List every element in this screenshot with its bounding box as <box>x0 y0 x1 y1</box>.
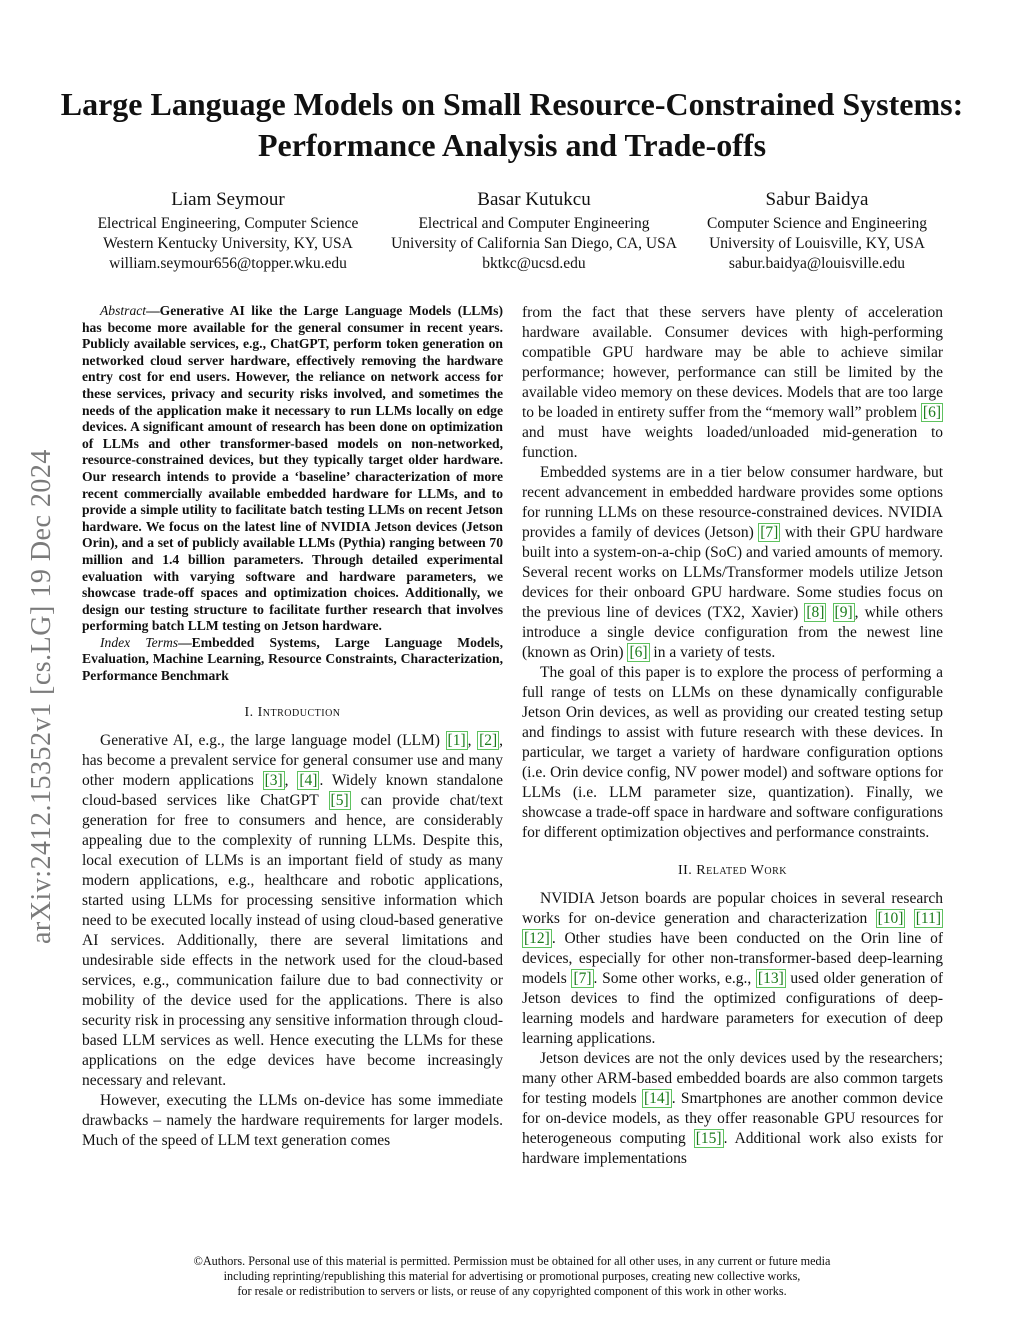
author-email[interactable]: william.seymour656@topper.wku.edu <box>109 255 347 272</box>
citation-link[interactable]: [9] <box>834 604 853 621</box>
copyright-footer <box>0 1254 1024 1299</box>
citation-link[interactable]: [14] <box>643 1090 670 1107</box>
author-affiliation: Western Kentucky University, KY, USA <box>103 235 353 252</box>
intro-paragraph-4 <box>522 463 943 663</box>
citation-link[interactable]: [11] <box>915 910 942 927</box>
author-affiliation: University of Louisville, KY, USA <box>709 235 925 252</box>
author-affiliation: University of California San Diego, CA, USA <box>391 235 677 252</box>
index-terms-lead: Index Terms <box>100 634 179 650</box>
right-column <box>522 303 943 1169</box>
text-run: used older generation of Jetson devices to find the optimized configurations of deep-learning models and hardware parameters for execution of deep learning applications. <box>522 970 944 1047</box>
author-1 <box>82 188 374 274</box>
intro-paragraph-1 <box>82 731 503 1091</box>
text-run: from the fact that these servers have plenty of acceleration hardware available. Consumer devices with high-performing compatible GPU hardware may be able to achieve similar performance; however, performance can still be limited by the available video memory on these devices. Models that are too large to be loaded in entirety suffer from the “memory wall” problem <box>522 304 943 421</box>
left-column <box>82 303 503 1151</box>
text-run: . Other studies have been conducted on the Orin line of devices, especially for other non-transformer-based deep-learning models <box>522 930 943 987</box>
author-3 <box>694 188 940 274</box>
text-run: in a variety of tests. <box>649 644 776 661</box>
author-name: Liam Seymour <box>171 189 285 210</box>
abstract-text: —Generative AI like the Large Language Models (LLMs) has become more available for the general consumer in recent years. Publicly available services, e.g., ChatGPT, perform token generation on networked cloud server hardware, effectively removing the hardware entry cost for end users. However, the reliance on network access for these services, privacy and security risks involved, and sometimes the needs of the application make it necessary to run LLMs locally on edge devices. A significant amount of research has been done on optimization of LLMs and other transformer-based models on non-networked, resource-constrained devices, but they typically target older hardware. Our research intends to provide a ‘baseline’ characterization of more recent commercially available embedded hardware for LLMs, and to provide a simple utility to facilitate batch testing LLMs on recent Jetson hardware. We focus on the latest line of NVIDIA Jetson devices (Jetson Orin), and a set of publicly available LLMs (Pythia) ranging between 70 million and 1.4 billion parameters. Through detailed experimental evaluation with varying software and hardware parameters, we showcase trade-off spaces and optimization choices. Additionally, we design our testing structure to facilitate further research that involves performing batch LLM testing on Jetson hardware. <box>82 303 503 634</box>
footer-line: including reprinting/republishing this material for advertising or promotional purposes, creating new collective works, <box>223 1269 801 1283</box>
arxiv-identifier-stamp: arXiv:2412.15352v1 [cs.LG] 19 Dec 2024 <box>26 449 57 944</box>
related-paragraph-1 <box>522 889 943 1049</box>
text-run: . Widely known standalone cloud-based services like ChatGPT <box>82 771 503 809</box>
section-heading-related-work: II. Related Work <box>677 863 787 878</box>
abstract-lead: Abstract <box>100 303 147 318</box>
citation-link[interactable]: [10] <box>877 910 904 927</box>
index-terms-text: —Embedded Systems, Large Language Models, Evaluation, Machine Learning, Resource Constraints, Characterization, Performance Benchmark <box>82 634 503 684</box>
citation-link[interactable]: [8] <box>806 604 825 621</box>
author-name: Basar Kutukcu <box>477 189 591 210</box>
citation-link[interactable]: [13] <box>757 970 784 987</box>
text-run: . Smartphones are another common device for on-device models, as they offer reasonable GPU resources for heterogeneous computing <box>522 1090 943 1147</box>
footer-line: ©Authors. Personal use of this material is permitted. Permission must be obtained for all other uses, in any current or future media <box>193 1254 831 1268</box>
citation-link[interactable]: [4] <box>299 771 318 789</box>
intro-paragraph-3 <box>522 303 943 463</box>
text-run: , has become a prevalent service for general consumer use and many other modern applications <box>82 731 504 789</box>
citation-link[interactable]: [1] <box>447 731 466 749</box>
footer-line: for resale or redistribution to servers or lists, or reuse of any copyrighted component of this work in other works. <box>237 1284 787 1298</box>
text-run: , <box>284 771 298 789</box>
author-department: Electrical and Computer Engineering <box>418 215 650 232</box>
text-run <box>826 604 832 621</box>
citation-link[interactable]: [12] <box>524 930 550 947</box>
citation-link[interactable]: [6] <box>922 404 941 421</box>
text-run: . Some other works, e.g., <box>593 970 756 987</box>
author-email[interactable]: sabur.baidya@louisville.edu <box>728 255 906 272</box>
text-run <box>905 910 913 927</box>
author-department: Electrical Engineering, Computer Science <box>97 215 359 232</box>
section-heading-introduction: I. Introduction <box>244 704 341 720</box>
text-run: NVIDIA Jetson boards are popular choices in several research works for on-device generation and characterization <box>522 890 943 927</box>
text-run: and must have weights loaded/unloaded mid-generation to function. <box>522 424 943 461</box>
author-2 <box>376 188 692 274</box>
text-run: with their GPU hardware built into a system-on-a-chip (SoC) and varied amounts of memory. Several recent works on LLMs/Transformer models utilize Jetson devices for their onboard GPU hardware. Some studies focus on the previous line of devices (TX2, Xavier) <box>522 524 943 621</box>
citation-link[interactable]: [6] <box>629 644 648 661</box>
author-name: Sabur Baidya <box>765 189 869 210</box>
text-run: , <box>467 731 478 749</box>
text-run: , while others introduce a single device configuration from the newest line (known as Orin) <box>522 604 943 661</box>
text-run: Embedded systems are in a tier below consumer hardware, but recent advancement in embedded hardware provides some options for running LLMs on these resource-constrained devices. NVIDIA provides a family of devices (Jetson) <box>522 464 943 541</box>
paper-title: Large Language Models on Small Resource-Constrained Systems: Performance Analysis and Trade-offs <box>60 86 964 163</box>
intro-paragraph-2: However, executing the LLMs on-device has some immediate drawbacks – namely the hardware requirements for larger models. Much of the speed of LLM text generation comes <box>82 1091 503 1149</box>
author-department: Computer Science and Engineering <box>707 215 927 232</box>
citation-link[interactable]: [7] <box>760 524 779 541</box>
index-terms <box>82 635 503 685</box>
text-run: can provide chat/text generation for free to consumers and hence, are considerably appealing due to the complexity of running LLMs. Despite this, local execution of LLMs is an important field of study as many modern applications, e.g., healthcare and robotic applications, started using LLMs for processing sensitive information which need to be executed locally instead of using cloud-based generative AI services. Additionally, there are several limitations and undesirable side effects in the network used for the cloud-based services, e.g., communication failure due to bad connectivity or mobility of the device used for the applications. There is also security risk in processing any sensitive information through cloud-based LLM services as well. Hence executing the LLMs for these applications on the edge devices have become increasingly necessary and relevant. <box>82 791 503 1089</box>
author-email[interactable]: bktkc@ucsd.edu <box>482 255 586 272</box>
related-paragraph-2 <box>522 1049 943 1169</box>
text-run: . Additional work also exists for hardware implementations <box>522 1130 943 1167</box>
citation-link[interactable]: [2] <box>479 731 498 749</box>
text-run: Jetson devices are not the only devices used by the researchers; many other ARM-based embedded boards are also common targets for testing models <box>522 1050 943 1107</box>
citation-link[interactable]: [7] <box>573 970 592 987</box>
citation-link[interactable]: [3] <box>264 771 283 789</box>
text-run: Generative AI, e.g., the large language model (LLM) <box>100 731 446 749</box>
citation-link[interactable]: [15] <box>695 1130 722 1147</box>
citation-link[interactable]: [5] <box>330 791 349 809</box>
abstract <box>82 303 503 635</box>
intro-paragraph-5: The goal of this paper is to explore the process of performing a full range of tests on LLMs on these dynamically configurable Jetson Orin devices, as well as providing our created testing setup and findings to assist with future research with these devices. In particular, we target a variety of hardware configuration options (i.e. Orin device config, NV power model) and software options for LLMs (i.e. LLM parameter size, quantization). Finally, we showcase a trade-off space in hardware and software configurations for different optimization objectives and performance constraints. <box>522 664 943 841</box>
